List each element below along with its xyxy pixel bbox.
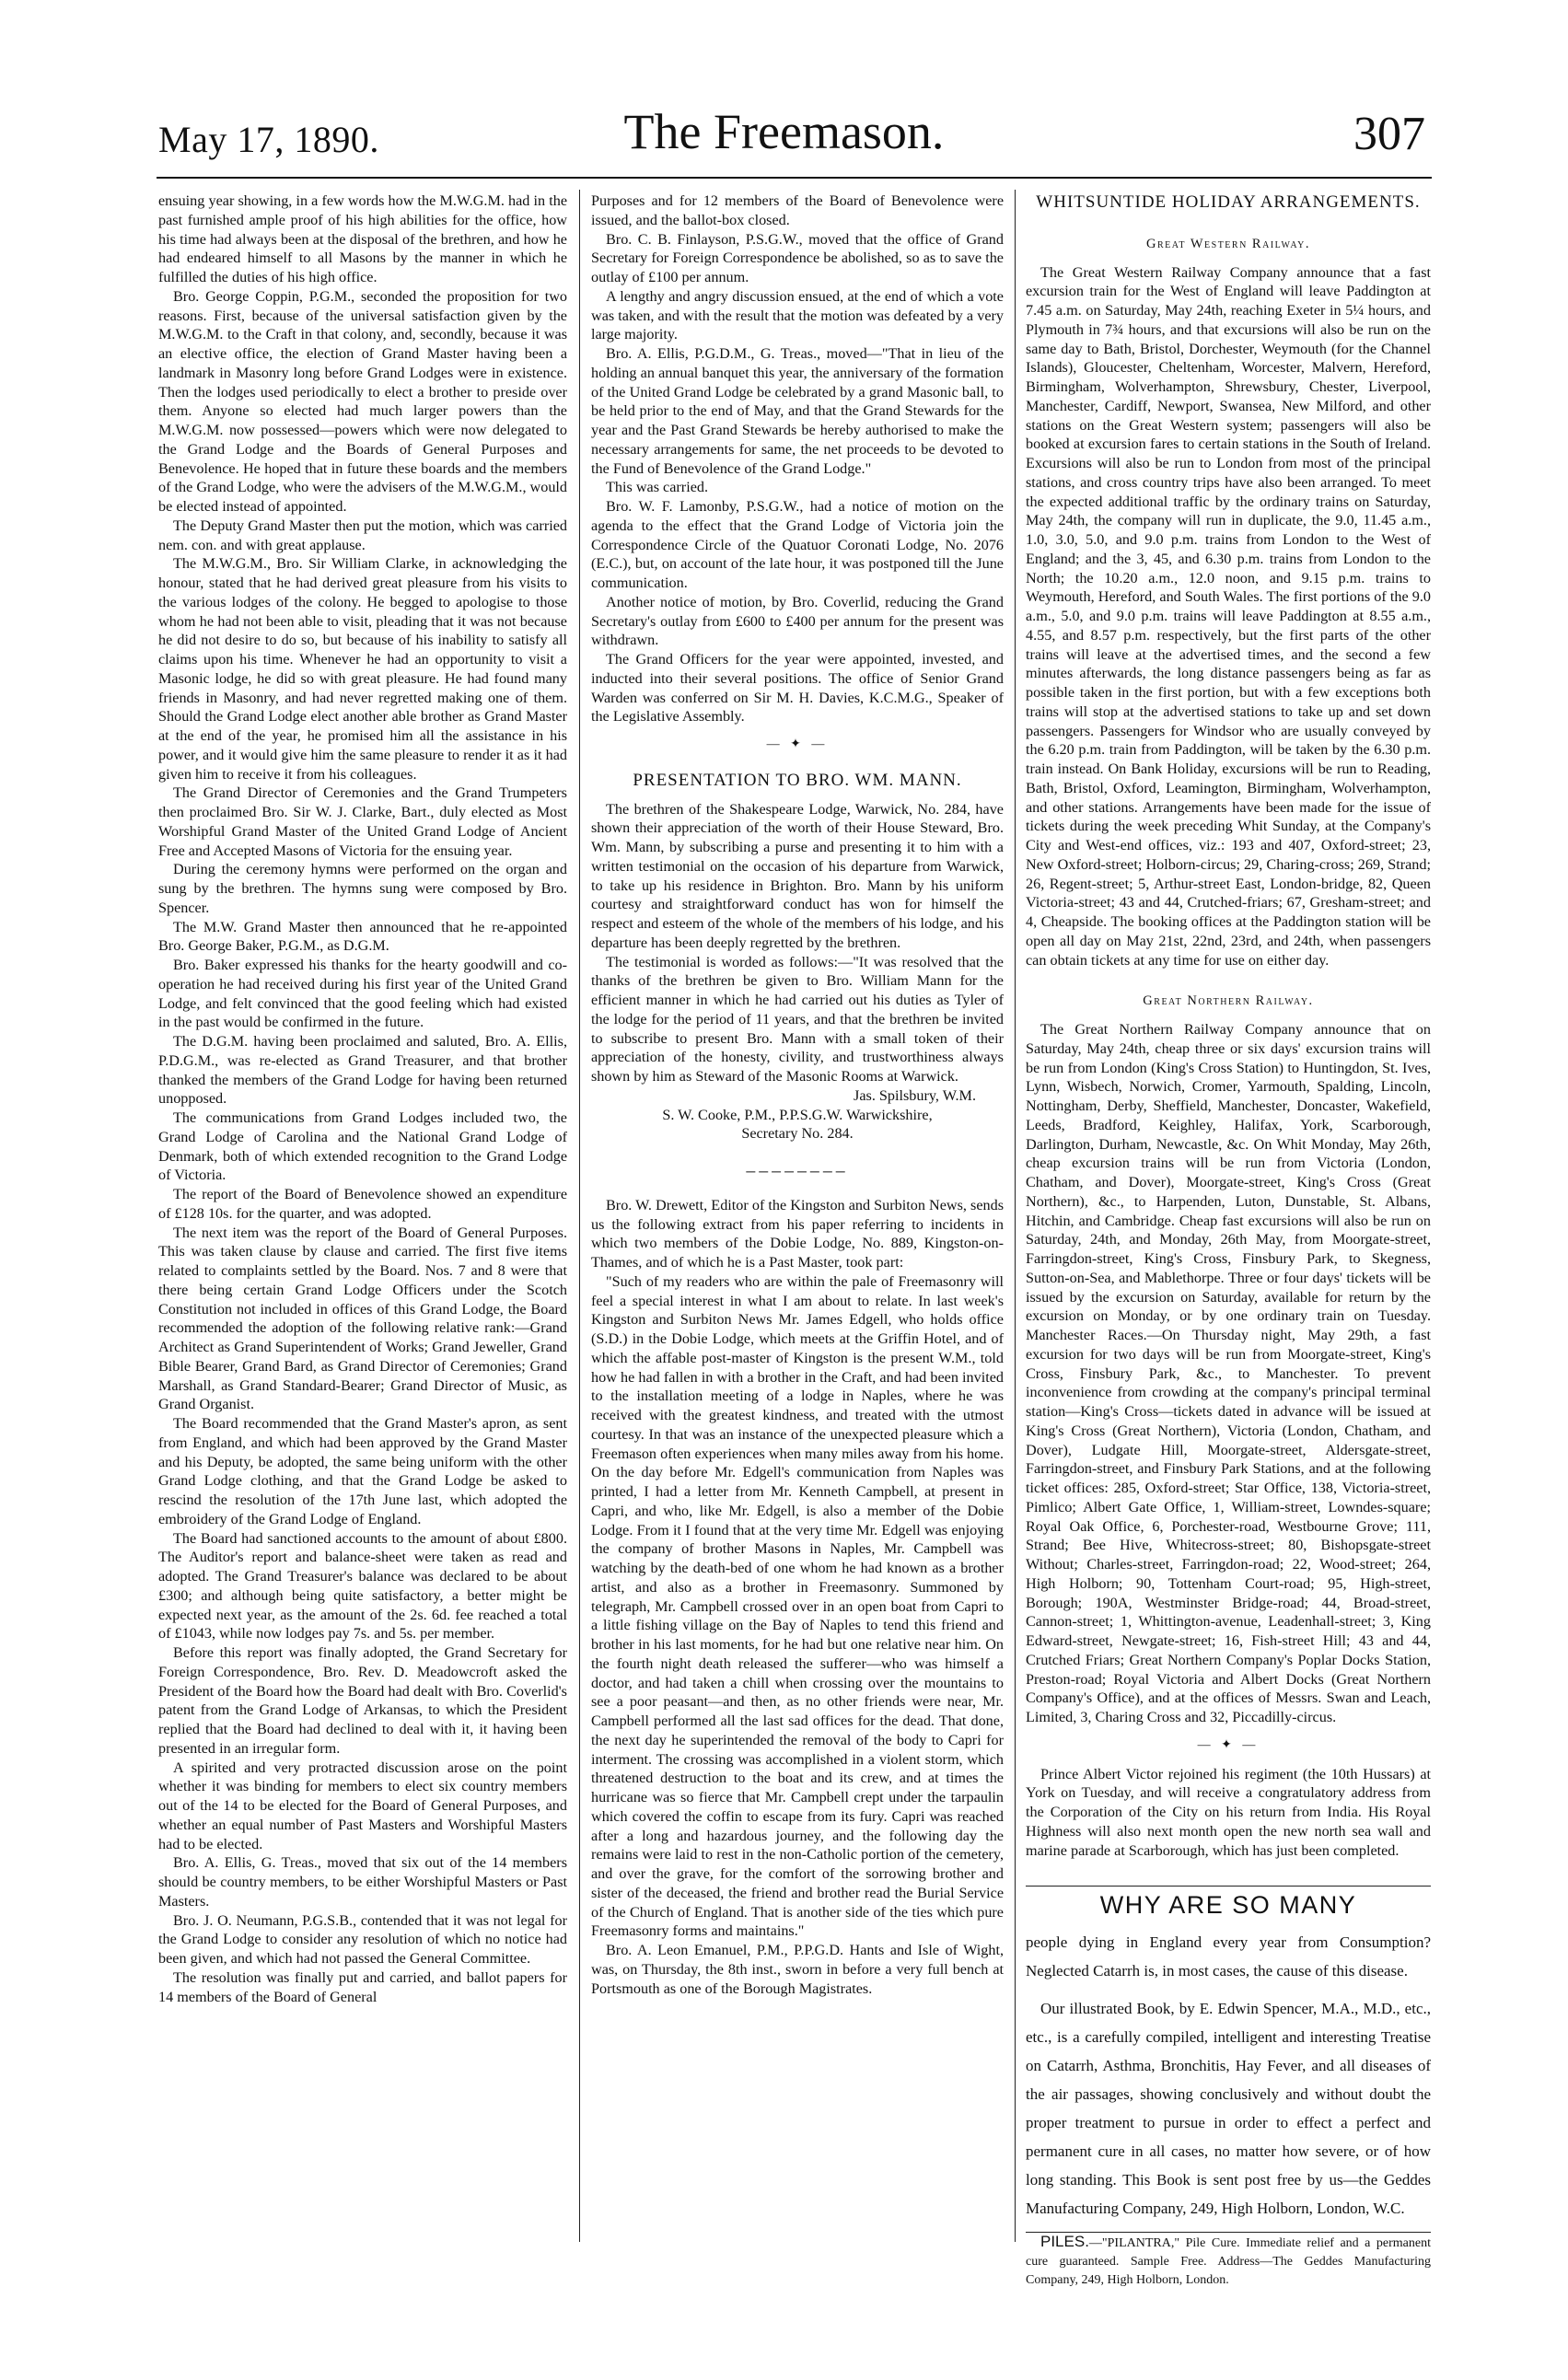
paragraph: The report of the Board of Benevolence showed an expenditure of £128 10s. for the quarter, and was adopted. xyxy=(158,1186,567,1222)
gnr-subheading: Great Northern Railway. xyxy=(1143,993,1314,1009)
paragraph: Bro. George Coppin, P.G.M., seconded the proposition for two reasons. First, because of the universal satisfaction given by the M.W.G.M. to the Craft in that colony, and, secondly, because it was an elective office, the election of Grand Master having been a landmark in Masonry long before Grand Lodges were in existence. Then the lodges used periodically to elect a brother to preside over them. Anyone so elected had much larger powers than the M.W.G.M. now possessed—powers which were now delegated to the Grand Lodge and the Boards of General Purposes and Benevolence. He hoped that in future these boards and the members of the Grand Lodge, who were the advisers of the M.W.G.M., would be elected instead of appointed. xyxy=(158,287,568,515)
whitsuntide-heading: WHITSUNTIDE HOLIDAY ARRANGEMENTS. xyxy=(1036,192,1421,212)
column-divider xyxy=(1015,190,1016,2242)
signature-secretary: S. W. Cooke, P.M., P.P.S.G.W. Warwickshire, xyxy=(662,1106,933,1123)
piles-lead: PILES. xyxy=(1040,2233,1089,2250)
paragraph: The Board had sanctioned accounts to the amount of about £800. The Auditor's report and balance-sheet were taken as read and adopted. The Grand Treasurer's balance was declared to be about £300; and although being quite satisfactory, a better might be expected next year, as the amount of the 2s. 6d. fee reached a total of £1043, while now lodges pay 7s. and 5s. per member. xyxy=(158,1529,567,1643)
paragraph: Bro. A. Leon Emanuel, P.M., P.P.G.D. Hants and Isle of Wight, was, on Thursday, the 8th inst., sworn in before a very full bench at Portsmouth as one of the Borough Magistrates. xyxy=(591,1942,1004,1997)
signature-secretary-line2: Secretary No. 284. xyxy=(741,1125,854,1143)
advert-paragraph: Our illustrated Book, by E. Edwin Spencer, M.A., M.D., etc., etc., is a carefully compiled, intelligent and interesting Treatise on Catarrh, Asthma, Bronchitis, Hay Fever, and all diseases of the air passages, showing conclusively and without doubt the proper treatment to pursue in order to effect a perfect and permanent cure in all cases, no matter how severe, or of how long standing. This Book is sent post free by us—the Geddes Manufacturing Company, 249, High Holborn, London, W.C. xyxy=(1026,2000,1431,2217)
paragraph: Bro. Baker expressed his thanks for the hearty goodwill and co-operation he had received during his first year of the United Grand Lodge, and felt convinced that the good feeling which had existed in the past would be confirmed in the future. xyxy=(158,957,567,1031)
paragraph: The Great Western Railway Company announce that a fast excursion train for the West of England will leave Paddington at 7.45 a.m. on Saturday, May 24th, reaching Exeter in 5¼ hours, and Plymouth in 7¾ hours, and that excursions will also be run on the same day to Bath, Bristol, Dorchester, Weymouth (for the Channel Islands), Gloucester, Cheltenham, Worcester, Malvern, Hereford, Birmingham, Wolverhampton, Shrewsbury, Chester, Liverpool, Manchester, Cardiff, Newport, Swansea, New Milford, and other stations on the Great Western system; passengers will also be booked at excursion fares to certain stations in the South of Ireland. Excursions will also be run to London from most of the principal stations, and cross country trips have also been arranged. To meet the expected additional traffic by the ordinary trains on Saturday, May 24th, the company will run in duplicate, the 9.0, 11.45 a.m., 1.0, 3.0, 5.0, and 9.0 p.m. trains from London to the West of England; and the 3, 45, and 6.30 p.m. trains from London to the North; the 10.20 a.m., 12.0 noon, and 9.15 p.m. trains to Weymouth, Hereford, and South Wales. The first portions of the 9.0 a.m., 5.0, and 9.0 p.m. trains will leave Paddington at 8.55 a.m., 4.55, and 8.57 p.m. respectively, but the first parts of the other trains will leave at the advertised times, and the second a few minutes afterwards, the long distance passengers being as far as possible taken in the first portion, but with a few exceptions both trains will stop at the advertised stations to take up and set down passengers. Passengers for Windsor who are usually conveyed by the 6.20 p.m. train from Paddington, will be taken by the 6.30 p.m. train instead. On Bank Holiday, excursions will be run to Reading, Bath, Bristol, Oxford, Leamington, Birmingham, Wolverhampton, and other stations. Arrangements have been made for the issue of tickets during the week preceding Whit Sunday, at the Company's City and West-end offices, viz.: 193 and 407, Oxford-street; 23, New Oxford-street; Holborn-circus; 29, Charing-cross; 269, Strand; 26, Regent-street; 5, Arthur-street East, London-bridge, 82, Queen Victoria-street; 43 and 44, Crutched-friars; 67, Gresham-street; and 4, Cheapside. The booking offices at the Paddington station will be open all day on May 21st, 22nd, 23rd, and 24th, when passengers can obtain tickets at any time for use on either day. xyxy=(1026,263,1431,969)
paragraph: A lengthy and angry discussion ensued, at the end of which a vote was taken, and with the result that the motion was defeated by a very large majority. xyxy=(591,287,1004,343)
column-3 xyxy=(1026,192,1431,2290)
paragraph: ensuing year showing, in a few words how the M.W.G.M. had in the past furnished ample proof of his high abilities for the office, how his time had always been at the disposal of the brethren, and how he had endeared himself to all Masons by the manner in which he fulfilled the duties of his high office. xyxy=(158,192,567,285)
column-2 xyxy=(591,192,1004,1998)
paragraph: The Deputy Grand Master then put the motion, which was carried nem. con. and with great applause. xyxy=(158,517,567,553)
paragraph: The D.G.M. having been proclaimed and saluted, Bro. A. Ellis, P.D.G.M., was re-elected as Grand Treasurer, and that brother thanked the members of the Grand Lodge for having been returned unopposed. xyxy=(158,1033,567,1108)
paragraph: Prince Albert Victor rejoined his regiment (the 10th Hussars) at York on Tuesday, and will receive a congratulatory address from the Corporation of the City on his return from India. His Royal Highness will also next month open the new north sea wall and marine parade at Scarborough, which has just been completed. xyxy=(1026,1765,1431,1859)
paragraph: The M.W. Grand Master then announced that he re-appointed Bro. George Baker, P.G.M., as D.G.M. xyxy=(158,918,567,955)
paragraph: Bro. J. O. Neumann, P.G.S.B., contended that it was not legal for the Grand Lodge to consider any resolution of which no notice had been given, and which had not passed the General Committee. xyxy=(158,1911,567,1967)
piles-text: —"PILANTRA," Pile Cure. Immediate relief and a permanent cure guaranteed. Sample Free. Address—The Geddes Manufacturing Company, 249, High Holborn, London. xyxy=(1026,2236,1431,2287)
paragraph: The M.W.G.M., Bro. Sir William Clarke, in acknowledging the honour, stated that he had derived great pleasure from his visits to the various lodges of the colony. He begged to apologise to those whom he had not been able to visit, pleading that it was not because he did not desire to do so, but because of his inability to satisfy all claims upon his time. Whenever he had an opportunity to visit a Masonic lodge, he did so with great pleasure. He had found many friends in Masonry, and had never regretted making one of them. Should the Grand Lodge elect another able brother as Grand Master at the end of the year, he promised him all the assistance in his power, and it would give him the same pleasure to render it as it had given him to receive it from his colleagues. xyxy=(158,555,567,783)
paragraph: The communications from Grand Lodges included two, the Grand Lodge of Carolina and the National Grand Lodge of Denmark, both of which extended recognition to the Grand Lodge of Victoria. xyxy=(158,1109,567,1184)
paragraph: During the ceremony hymns were performed on the organ and sung by the brethren. The hymns sung were composed by Bro. Spencer. xyxy=(158,861,567,916)
page-number: 307 xyxy=(1353,108,1425,160)
paragraph: Purposes and for 12 members of the Board of Benevolence were issued, and the ballot-box closed. xyxy=(591,192,1004,228)
gwr-subheading: Great Western Railway. xyxy=(1146,236,1310,251)
column-1 xyxy=(158,192,567,2006)
advert-heading: WHY ARE SO MANY xyxy=(1099,1891,1357,1920)
paragraph: The Grand Director of Ceremonies and the Grand Trumpeters then proclaimed Bro. Sir W. J. Clarke, Bart., duly elected as Most Worshipful Grand Master of the United Grand Lodge of Ancient Free and Accepted Masons of Victoria for the ensuing year. xyxy=(158,784,567,859)
paragraph: A spirited and very protracted discussion arose on the point whether it was binding for members to elect six country members out of the 14 to be elected for the Board of General Purposes, and whether an equal number of Past Masters and Worshipful Masters had to be elected. xyxy=(158,1759,567,1852)
paragraph: The resolution was finally put and carried, and ballot papers for 14 members of the Board of General xyxy=(158,1968,567,2005)
section-ornament: — ✦ — xyxy=(766,737,829,751)
presentation-heading: PRESENTATION TO BRO. WM. MANN. xyxy=(633,770,962,790)
paragraph: The next item was the report of the Board of General Purposes. This was taken clause by clause and carried. The first five items related to complaints settled by the Board. Nos. 7 and 8 were that there being certain Grand Lodge Officers under the Scotch Constitution not included in offices of this Grand Lodge, the Board recommended the adoption of the following relative rank:—Grand Architect as Grand Superintendent of Works; Grand Jeweller, Grand Bible Bearer, Grand Bard, as Grand Director of Ceremonies; Grand Marshall, as Grand Standard-Bearer; Grand Director of Music, as Grand Organist. xyxy=(158,1224,567,1413)
paragraph: The brethren of the Shakespeare Lodge, Warwick, No. 284, have shown their appreciation of the worth of their House Steward, Bro. Wm. Mann, by subscribing a purse and presenting it to him with a written testimonial on the occasion of his departure from Warwick, to take up his residence in Brighton. Bro. Mann by his uniform courtesy and straightforward conduct has won for himself the respect and esteem of the whole of the members of his lodge, and his departure has been deeply regretted by the brethren. xyxy=(591,800,1004,951)
newspaper-title: The Freemason. xyxy=(623,104,945,159)
issue-date: May 17, 1890. xyxy=(158,119,379,160)
column-divider xyxy=(579,190,580,2242)
paragraph: "Such of my readers who are within the pale of Freemasonry will feel a special interest in what I am about to relate. In last week's Kingston and Surbiton News Mr. James Edgell, who holds office (S.D.) in the Dobie Lodge, which meets at the Griffin Hotel, and of which the affable post-master of Kingston is the present W.M., told how he had fallen in with a brother in the Craft, and had been invited to the installation meeting of a lodge in Naples, where he was received with the greatest kindness, and treated with the utmost courtesy. In that was an instance of the unexpected pleasure which a Freemason often experiences when many miles away from his home. On the day before Mr. Edgell's communication from Naples was printed, I had a letter from Mr. Kenneth Campbell, at present in Capri, and who, like Mr. Edgell, is also a member of the Dobie Lodge. From it I found that at the very time Mr. Edgell was enjoying the company of brother Masons in Naples, Mr. Campbell was watching by the death-bed of one whom he had known as a brother artist, and also as a brother in Freemasonry. Summoned by telegraph, Mr. Campbell crossed over in an open boat from Capri to a little fishing village on the Bay of Naples to tend this friend and brother in his last moments, for he had but one relative near him. On the fourth night death released the sufferer—who was himself a doctor, and had taken a chill when crossing over the mountains to see a poor peasant—and then, as no other friends were near, Mr. Campbell performed all the last sad offices for the dead. That done, the next day he superintended the removal of the body to Capri for interment. The crossing was accomplished in a violent storm, which threatened destruction to the boat and its crew, and at times the hurricane was so fierce that Mr. Campbell crept under the tarpaulin which covered the coffin to escape from its fury. Capri was reached after a long and hazardous journey, and the following day the remains were laid to rest in the non-Catholic portion of the cemetery, and over the grave, for the comfort of the sorrowing brother and sister of the deceased, the friend and brother read the Burial Service of the Church of England. That is another side of the ties which pure Freemasonry forms and maintains." xyxy=(591,1272,1004,1940)
paragraph: The testimonial is worded as follows:—"It was resolved that the thanks of the brethren be given to Bro. William Mann for the efficient manner in which he had carried out his duties as Tyler of the lodge for the period of 11 years, and that the brethren be invited to subscribe to present Bro. Mann with a small token of their appreciation of the honesty, civility, and trustworthiness always shown by him as Steward of the Masonic Rooms at Warwick. xyxy=(591,953,1004,1085)
advertisement xyxy=(1026,1886,1431,2233)
paragraph: Bro. W. Drewett, Editor of the Kingston and Surbiton News, sends us the following extract from his paper referring to incidents in which two members of the Dobie Lodge, No. 889, Kingston-on-Thames, and of which he is a Past Master, took part: xyxy=(591,1196,1004,1271)
section-divider: ──────── xyxy=(746,1166,849,1179)
paragraph: Bro. A. Ellis, P.G.D.M., G. Treas., moved—"That in lieu of the holding an annual banquet this year, the anniversary of the formation of the United Grand Lodge be celebrated by a grand Masonic ball, to be held prior to the end of May, and that the Grand Stewards for the year and the Past Grand Stewards be hereby authorised to make the necessary arrangements for same, the net proceeds to be devoted to the Fund of Benevolence of the Grand Lodge." xyxy=(591,345,1004,477)
paragraph: The Board recommended that the Grand Master's apron, as sent from England, and which had been approved by the Grand Master and his Deputy, be adopted, the same being uniform with the other Grand Lodge clothing, and that the Grand Lodge be asked to rescind the resolution of the 17th June last, which adopted the embroidery of the Grand Lodge of England. xyxy=(158,1415,567,1527)
paragraph: The Grand Officers for the year were appointed, invested, and inducted into their several positions. The office of Senior Grand Warden was conferred on Sir M. H. Davies, K.C.M.G., Speaker of the Legislative Assembly. xyxy=(591,651,1004,726)
paragraph: Before this report was finally adopted, the Grand Secretary for Foreign Correspondence, Bro. Rev. D. Meadowcroft asked the President of the Board how the Board had dealt with Bro. Coverlid's patent from the Grand Lodge of Arkansas, to which the President replied that the Board had declined to deal with it, it having been presented in an irregular form. xyxy=(158,1644,567,1757)
advert-paragraph: people dying in England every year from Consumption? Neglected Catarrh is, in most cases, the cause of this disease. xyxy=(1026,1933,1431,1979)
paragraph: Bro. W. F. Lamonby, P.S.G.W., had a notice of motion on the agenda to the effect that the Grand Lodge of Victoria join the Correspondence Circle of the Quatuor Coronati Lodge, No. 2076 (E.C.), but, on account of the late hour, it was postponed till the June communication. xyxy=(591,498,1004,591)
section-ornament: — ✦ — xyxy=(1197,1737,1260,1752)
masthead xyxy=(0,0,1568,193)
paragraph: Bro. A. Ellis, G. Treas., moved that six out of the 14 members should be country members, to be either Worshipful Masters or Past Masters. xyxy=(158,1854,567,1910)
paragraph: Another notice of motion, by Bro. Coverlid, reducing the Grand Secretary's outlay from £600 to £400 per annum for the present was withdrawn. xyxy=(591,593,1004,649)
paragraph: The Great Northern Railway Company announce that on Saturday, May 24th, cheap three or six days' excursion trains will be run from London (King's Cross Station) to Huntingdon, St. Ives, Lynn, Wisbech, Norwich, Cromer, Yarmouth, Spalding, Lincoln, Nottingham, Derby, Sheffield, Manchester, Doncaster, Wakefield, Leeds, Bradford, Keighley, Halifax, York, Scarborough, Darlington, Durham, Newcastle, &c. On Whit Monday, May 26th, cheap excursion trains will be run from Victoria (London, Chatham, and Dover), Moorgate-street, King's Cross (Great Northern), &c., to Harpenden, Luton, Dunstable, St. Albans, Hitchin, and Cambridge. Cheap fast excursions will also be run on Saturday, 24th, and Monday, 26th May, from Moorgate-street, Farringdon-street, King's Cross, Finsbury Park, to Skegness, Sutton-on-Sea, and Mablethorpe. Three or four days' tickets will be issued by the excursion on Saturday, available for return by the excursion on Monday, or by one ordinary train on Tuesday. Manchester Races.—On Thursday night, May 29th, a fast excursion for two days will be run from Moorgate-street, King's Cross, Finsbury Park, &c., to Manchester. To prevent inconvenience from crowding at the company's principal terminal station—King's Cross—tickets dated in advance will be issued at King's Cross (Great Northern), Victoria (London, Chatham, and Dover), Ludgate Hill, Moorgate-street, Aldersgate-street, Farringdon-street, and Finsbury Park Stations, and at the following ticket offices: 285, Oxford-street; Star Office, 138, Victoria-street, Pimlico; Albert Gate Office, 1, William-street, Lowndes-square; Royal Oak Office, 6, Porchester-road, Westbourne Grove; 111, Strand; Bee Hive, Whitecross-street; 80, Bishopsgate-street Without; Charles-street, Farringdon-road; 22, Wood-street; 264, High Holborn; 90, Tottenham Court-road; 95, High-street, Borough; 190A, Westminster Bridge-road; 44, Broad-street, Cannon-street; 1, Whittington-avenue, Leadenhall-street; 3, King Edward-street, Newgate-street; 16, Fish-street Hill; 43 and 44, Crutched Friars; Great Northern Company's Poplar Docks Station, Preston-road; Royal Victoria and Albert Docks (Great Northern Company's Office), and at the offices of Messrs. Swan and Leach, Limited, 3, Charing Cross and 32, Piccadilly-circus. xyxy=(1026,1021,1431,1725)
masthead-rule xyxy=(157,177,1432,179)
piles-advert xyxy=(1026,2233,1431,2290)
paragraph: Bro. C. B. Finlayson, P.S.G.W., moved that the office of Grand Secretary for Foreign Correspondence be abolished, so as to save the outlay of £100 per annum. xyxy=(591,230,1004,285)
paragraph: This was carried. xyxy=(606,479,709,496)
signature-wm: Jas. Spilsbury, W.M. xyxy=(854,1086,976,1104)
